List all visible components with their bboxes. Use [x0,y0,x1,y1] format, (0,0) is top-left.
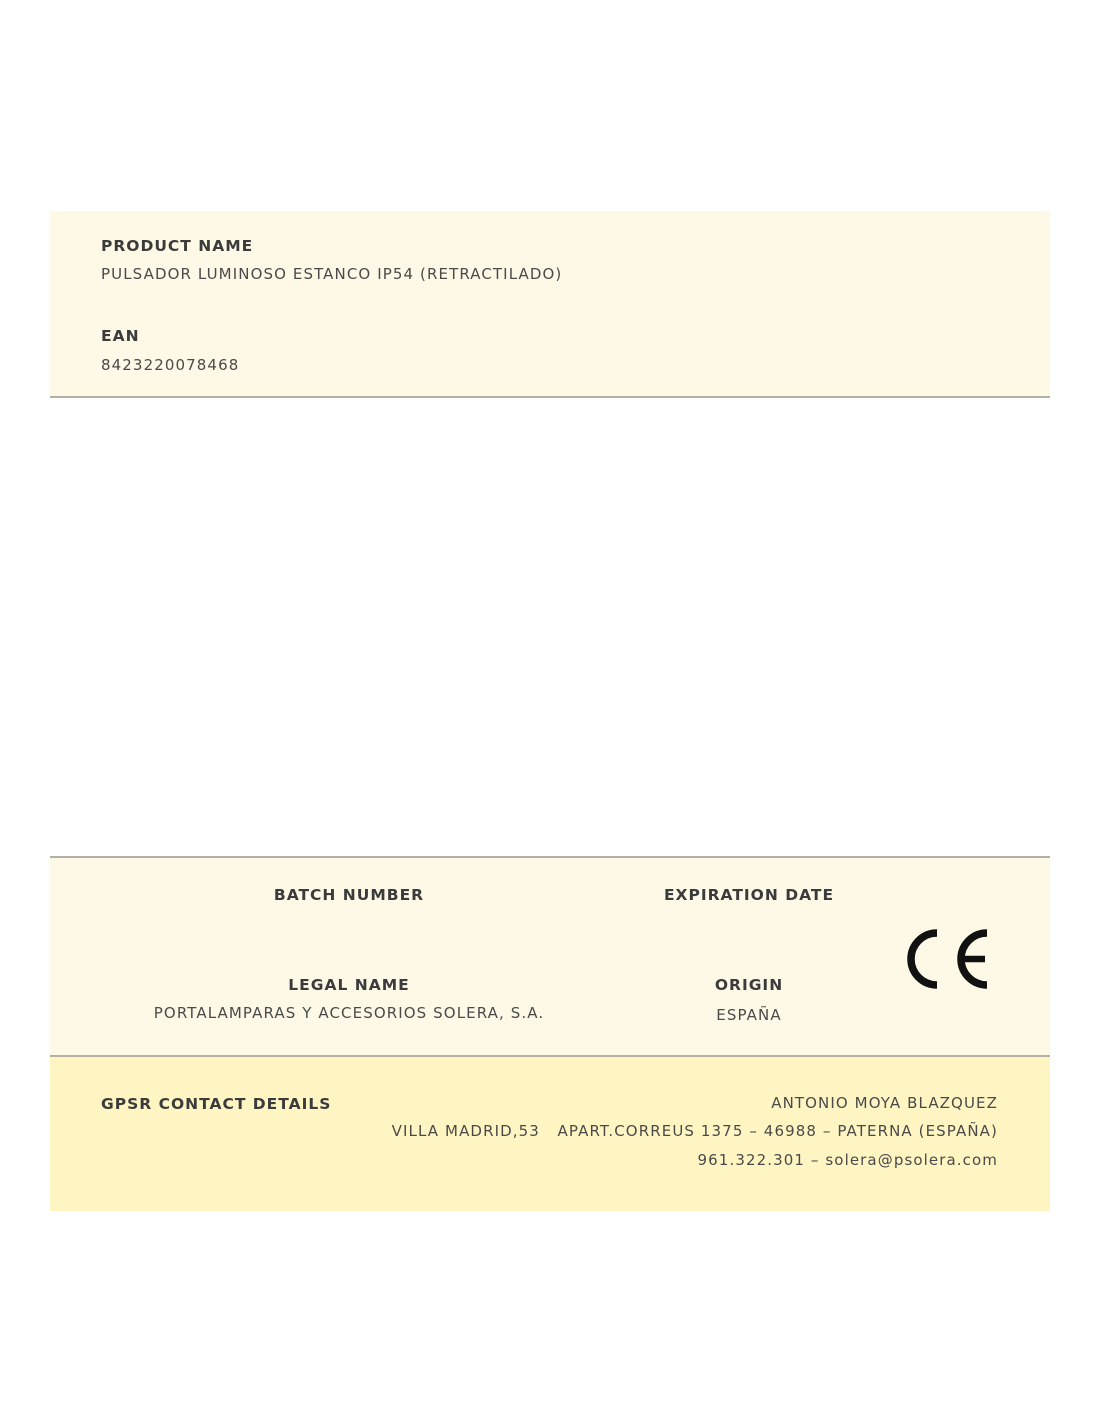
product-info-panel [50,211,1050,398]
gpsr-contact-label: GPSR CONTACT DETAILS [101,1095,332,1113]
gpsr-address: VILLA MADRID,53 APART.CORREUS 1375 – 46988 – PATERNA (ESPAÑA) [391,1122,998,1140]
ce-mark-icon [906,927,992,991]
ean-label: EAN [101,327,140,345]
ean-value: 8423220078468 [101,356,240,374]
gpsr-contact-panel [50,1057,1050,1211]
product-name-label: PRODUCT NAME [101,237,254,255]
gpsr-phone-email: 961.322.301 – solera@psolera.com [697,1151,998,1169]
batch-number-label: BATCH NUMBER [273,886,425,904]
legal-name-label: LEGAL NAME [288,976,410,994]
traceability-panel [50,856,1050,1057]
expiration-date-label: EXPIRATION DATE [663,886,835,904]
legal-name-value: PORTALAMPARAS Y ACCESORIOS SOLERA, S.A. [153,1004,545,1022]
origin-value: ESPAÑA [716,1006,782,1024]
gpsr-contact-name: ANTONIO MOYA BLAZQUEZ [771,1094,998,1112]
origin-label: ORIGIN [714,976,784,994]
product-name-value: PULSADOR LUMINOSO ESTANCO IP54 (RETRACTILADO) [101,265,563,283]
